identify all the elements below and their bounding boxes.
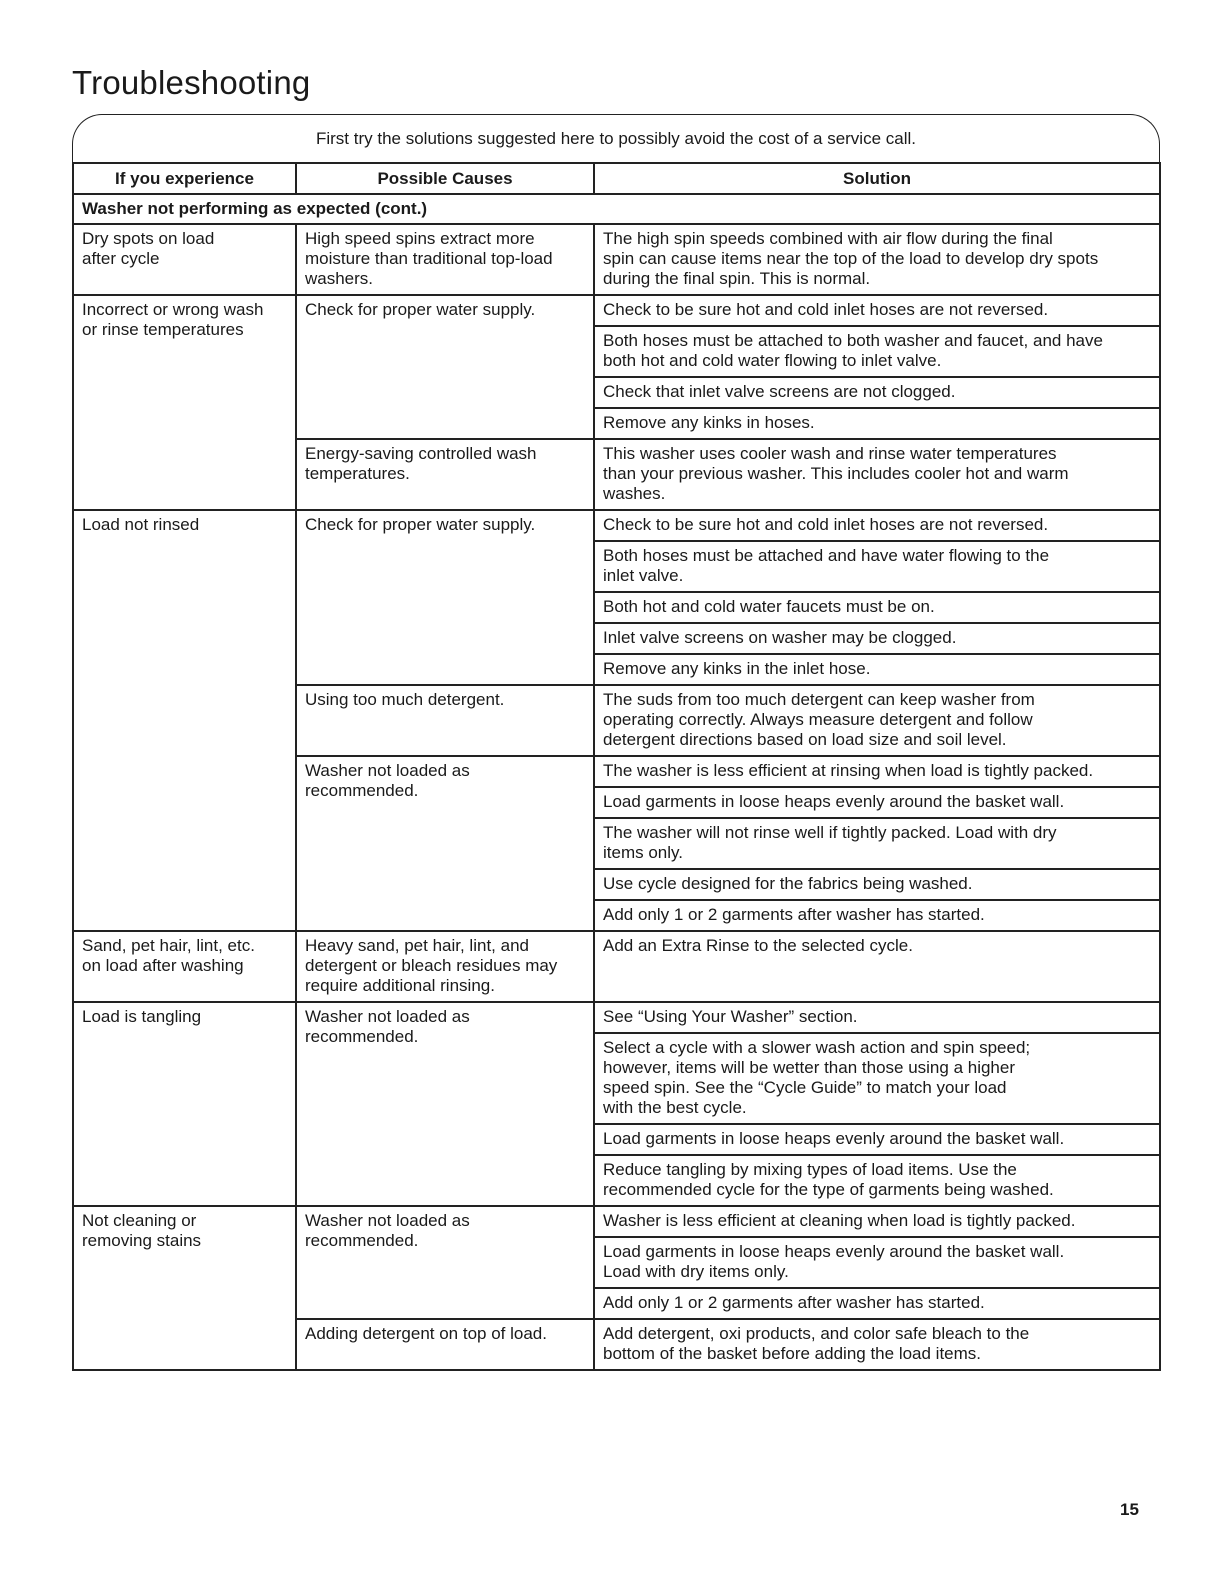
solution-cell: Check to be sure hot and cold inlet hoses are not reversed. <box>594 510 1160 541</box>
solution-cell: Reduce tangling by mixing types of load items. Use the recommended cycle for the type of garments being washed. <box>594 1155 1160 1206</box>
header-solution: Solution <box>594 163 1160 194</box>
solution-cell: Both hoses must be attached to both washer and faucet, and have both hot and cold water flowing to inlet valve. <box>594 326 1160 377</box>
solution-cell: Use cycle designed for the fabrics being washed. <box>594 869 1160 900</box>
solution-cell: This washer uses cooler wash and rinse water temperatures than your previous washer. This includes cooler hot and warm washes. <box>594 439 1160 510</box>
problem-cell: Dry spots on load after cycle <box>73 224 296 295</box>
solution-cell: Load garments in loose heaps evenly around the basket wall. <box>594 1124 1160 1155</box>
solution-cell: The suds from too much detergent can keep washer from operating correctly. Always measure detergent and follow detergent directions based on load size and soil level. <box>594 685 1160 756</box>
table-row <box>73 224 1160 295</box>
solution-cell: Remove any kinks in the inlet hose. <box>594 654 1160 685</box>
solution-cell: Select a cycle with a slower wash action and spin speed; however, items will be wetter than those using a higher speed spin. See the “Cycle Guide” to match your load with the best cycle. <box>594 1033 1160 1124</box>
table-row <box>73 295 1160 326</box>
cause-cell: Check for proper water supply. <box>296 295 594 439</box>
header-row <box>73 163 1160 194</box>
table-row <box>73 1002 1160 1033</box>
page-title: Troubleshooting <box>72 64 311 101</box>
problem-cell: Load is tangling <box>73 1002 296 1206</box>
cause-cell: High speed spins extract more moisture than traditional top-load washers. <box>296 224 594 295</box>
solution-cell: Check that inlet valve screens are not clogged. <box>594 377 1160 408</box>
cause-cell: Energy-saving controlled wash temperatures. <box>296 439 594 510</box>
solution-cell: Add detergent, oxi products, and color safe bleach to the bottom of the basket before adding the load items. <box>594 1319 1160 1370</box>
solution-cell: The washer will not rinse well if tightly packed. Load with dry items only. <box>594 818 1160 869</box>
intro-frame <box>72 114 1160 163</box>
cause-cell: Washer not loaded as recommended. <box>296 1002 594 1206</box>
solution-cell: The high spin speeds combined with air flow during the final spin can cause items near the top of the load to develop dry spots during the final spin. This is normal. <box>594 224 1160 295</box>
table-body <box>73 194 1160 1370</box>
header-problem: If you experience <box>73 163 296 194</box>
section-title: Washer not performing as expected (cont.) <box>73 194 1160 224</box>
problem-cell: Not cleaning or removing stains <box>73 1206 296 1370</box>
solution-cell: Add an Extra Rinse to the selected cycle. <box>594 931 1160 1002</box>
solution-cell: Add only 1 or 2 garments after washer has started. <box>594 1288 1160 1319</box>
problem-cell: Incorrect or wrong wash or rinse temperatures <box>73 295 296 510</box>
solution-cell: Inlet valve screens on washer may be clogged. <box>594 623 1160 654</box>
cause-cell: Washer not loaded as recommended. <box>296 1206 594 1319</box>
solution-cell: Both hot and cold water faucets must be on. <box>594 592 1160 623</box>
cause-cell: Heavy sand, pet hair, lint, and detergent or bleach residues may require additional rinsing. <box>296 931 594 1002</box>
section-row <box>73 194 1160 224</box>
problem-cell: Load not rinsed <box>73 510 296 931</box>
page-number: 15 <box>1120 1500 1139 1519</box>
solution-cell: Washer is less efficient at cleaning when load is tightly packed. <box>594 1206 1160 1237</box>
table-row <box>73 1206 1160 1237</box>
cause-cell: Check for proper water supply. <box>296 510 594 685</box>
solution-cell: See “Using Your Washer” section. <box>594 1002 1160 1033</box>
troubleshooting-table <box>72 162 1161 1371</box>
intro-text: First try the solutions suggested here to possibly avoid the cost of a service call. <box>315 129 916 148</box>
solution-cell: Add only 1 or 2 garments after washer has started. <box>594 900 1160 931</box>
solution-cell: Load garments in loose heaps evenly around the basket wall. Load with dry items only. <box>594 1237 1160 1288</box>
solution-cell: Both hoses must be attached and have water flowing to the inlet valve. <box>594 541 1160 592</box>
cause-cell: Using too much detergent. <box>296 685 594 756</box>
header-causes: Possible Causes <box>296 163 594 194</box>
solution-cell: Check to be sure hot and cold inlet hoses are not reversed. <box>594 295 1160 326</box>
table-row <box>73 931 1160 1002</box>
solution-cell: Remove any kinks in hoses. <box>594 408 1160 439</box>
table-row <box>73 510 1160 541</box>
problem-cell: Sand, pet hair, lint, etc. on load after washing <box>73 931 296 1002</box>
solution-cell: Load garments in loose heaps evenly around the basket wall. <box>594 787 1160 818</box>
solution-cell: The washer is less efficient at rinsing when load is tightly packed. <box>594 756 1160 787</box>
cause-cell: Washer not loaded as recommended. <box>296 756 594 931</box>
cause-cell: Adding detergent on top of load. <box>296 1319 594 1370</box>
